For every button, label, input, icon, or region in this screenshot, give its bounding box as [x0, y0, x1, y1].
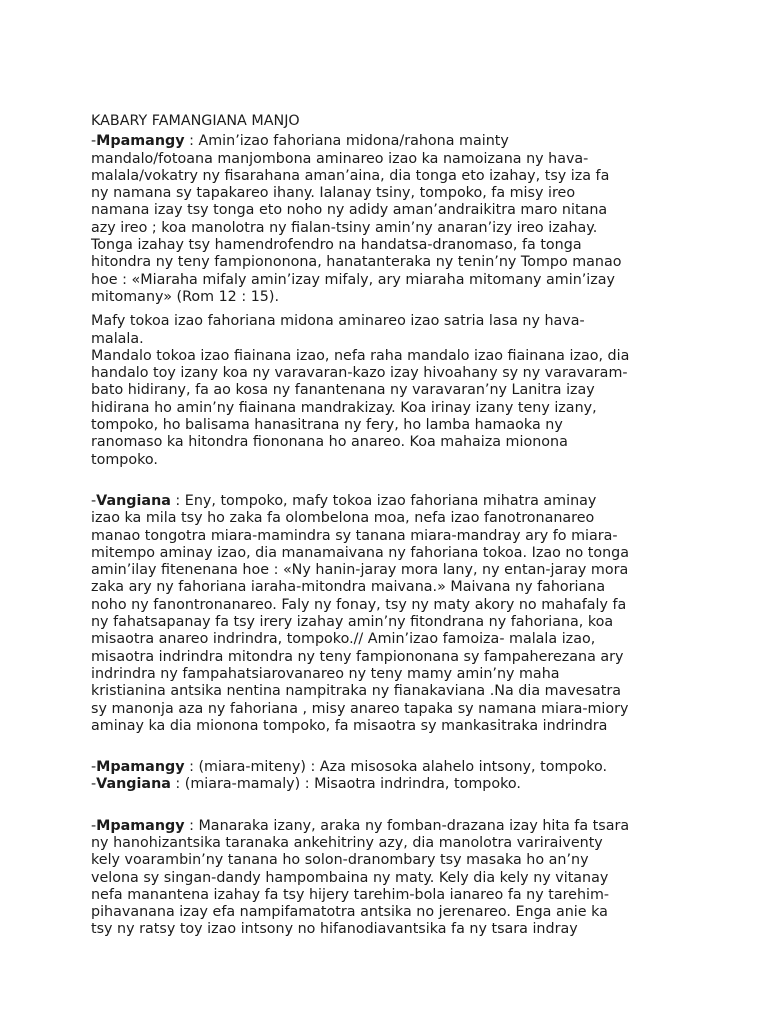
speaker-name: Mpamangy [96, 133, 185, 150]
paragraph-line: ny fahatsapanay fa tsy irery izahay amin’ny fitondrana ny fahoriana, koa [91, 614, 614, 631]
paragraph-line: pihavanana izay efa nampifamatotra antsika no jerenareo. Enga anie ka [91, 904, 608, 921]
dash: - [91, 133, 97, 150]
paragraph-line: aminay ka dia mionona tompoko, fa misaotra sy mankasitraka indrindra [91, 717, 608, 734]
paragraph-line: namana izay tsy tonga eto noho ny adidy aman’andraikitra maro nitana [91, 202, 608, 219]
paragraph-line: hitondra ny teny fampiononona, hanatanteraka ny tenin’ny Tompo manao [91, 254, 622, 271]
paragraph-line: noho ny fanontronanareo. Faly ny fonay, tsy ny maty akory no mahafaly fa [91, 596, 627, 613]
paragraph-line: azy ireo ; koa manolotra ny fialan-tsiny amin’ny anaran’izy ireo izahay. [91, 219, 598, 236]
paragraph-reply-vangiana [91, 493, 683, 735]
paragraph-line: malala. [91, 330, 144, 347]
paragraph-line: tompoko, ho balisama hanasitrana ny fery, ho lamba hamaoka ny [91, 417, 563, 434]
speaker-name: Mpamangy [96, 817, 185, 834]
paragraph-line: indrindra ny fampahatsiarovanareo ny teny mamy amin’ny maha [91, 665, 560, 682]
speaker-name: Vangiana [96, 776, 171, 793]
paragraph-line: Mandalo tokoa izao fiainana izao, nefa raha mandalo izao fiainana izao, dia [91, 347, 630, 364]
paragraph-line [91, 818, 683, 835]
document-title: KABARY FAMANGIANA MANJO [91, 113, 300, 129]
paragraph-line: malala/vokatry ny fisarahana aman’aina, dia tonga eto izahay, tsy iza fa [91, 167, 610, 184]
line-text: : Manaraka izany, araka ny fomban-drazana izay hita fa tsara [184, 817, 630, 834]
paragraph-line: misaotra anareo indrindra, tompoko.// Amin’izao famoiza- malala izao, [91, 631, 596, 648]
paragraph-line: zaka ary ny fahoriana iaraha-mitondra maivana.» Maivana ny fahoriana [91, 579, 606, 596]
paragraph-line: nefa manantena izahay fa tsy hijery tarehim-bola ianareo fa ny tarehim- [91, 886, 610, 903]
paragraph-intro-mpamangy [91, 133, 683, 306]
paragraph-line: sy manonja aza ny fahoriana , misy anareo tapaka sy namana miara-miory [91, 700, 629, 717]
paragraph-line: Tonga izahay tsy hamendrofendro na handatsa-dranomaso, fa tonga [91, 237, 582, 254]
paragraph-line: velona sy singan-dandy hampombaina ny maty. Kely dia kely ny vitanay [91, 869, 609, 886]
paragraph-line [91, 776, 683, 793]
speaker-name: Mpamangy [96, 759, 185, 776]
paragraph-line: amin’ilay fitenenana hoe : «Ny hanin-jaray mora lany, ny entan-jaray mora [91, 562, 629, 579]
dash: - [91, 492, 97, 509]
paragraph-line: kristianina antsika nentina nampitraka ny fianakaviana .Na dia mavesatra [91, 683, 622, 700]
paragraph-line [91, 493, 683, 510]
line-text: : (miara-miteny) : Aza misosoka alahelo intsony, tompoko. [184, 759, 607, 776]
paragraph-line: bato hidirany, fa ao kosa ny fanantenana ny varavaran’ny Lanitra izay [91, 382, 595, 399]
paragraph-line: ranomaso ka hitondra fiononana ho anareo. Koa mahaiza mionona [91, 434, 568, 451]
line-text: : Eny, tompoko, mafy tokoa izao fahoriana mihatra aminay [170, 492, 597, 509]
paragraph-line: handalo toy izany koa ny varavaran-kazo izay hivoahany sy ny varavaram- [91, 365, 628, 382]
paragraph-line: mitempo aminay izao, dia manamaivana ny fahoriana tokoa. Izao no tonga [91, 544, 630, 561]
paragraph-line: hidirana ho amin’ny fiainana mandrakizay. Koa irinay izany teny izany, [91, 399, 597, 416]
paragraph-line: tompoko. [91, 451, 158, 468]
paragraph-line [91, 133, 683, 150]
line-text: : Amin’izao fahoriana midona/rahona mainty [184, 133, 509, 150]
speaker-name: Vangiana [96, 492, 171, 509]
dash: - [91, 817, 97, 834]
dash: - [91, 759, 97, 776]
paragraph-line: ny hanohizantsika taranaka ankehitriny azy, dia manolotra variraiventy [91, 834, 603, 851]
paragraph-consolation [91, 313, 683, 469]
paragraph-exchange [91, 759, 683, 794]
paragraph-offering-mpamangy [91, 818, 683, 939]
paragraph-line: izao ka mila tsy ho zaka fa olombelona moa, nefa izao fanotronanareo [91, 510, 595, 527]
paragraph-line [91, 759, 683, 776]
dash: - [91, 776, 97, 793]
paragraph-line: misaotra indrindra mitondra ny teny fampiononana sy fampaherezana ary [91, 648, 624, 665]
paragraph-line: tsy ny ratsy toy izao intsony no hifanodiavantsika fa ny tsara indray [91, 921, 578, 938]
document-page [91, 113, 683, 939]
paragraph-line: manao tongotra miara-mamindra sy tanana miara-mandray ary fo miara- [91, 527, 618, 544]
paragraph-line: mandalo/fotoana manjombona aminareo izao ka namoizana ny hava- [91, 150, 589, 167]
paragraph-line: hoe : «Miaraha mifaly amin’izay mifaly, ary miaraha mitomany amin’izay [91, 271, 616, 288]
paragraph-line: kely voarambin’ny tanana ho solon-dranombary tsy masaka ho an’ny [91, 852, 589, 869]
line-text: : (miara-mamaly) : Misaotra indrindra, tompoko. [170, 776, 521, 793]
paragraph-line: Mafy tokoa izao fahoriana midona aminareo izao satria lasa ny hava- [91, 313, 585, 330]
paragraph-line: ny namana sy tapakareo ihany. Ialanay tsiny, tompoko, fa misy ireo [91, 185, 576, 202]
paragraph-line: mitomany» (Rom 12 : 15). [91, 288, 280, 305]
